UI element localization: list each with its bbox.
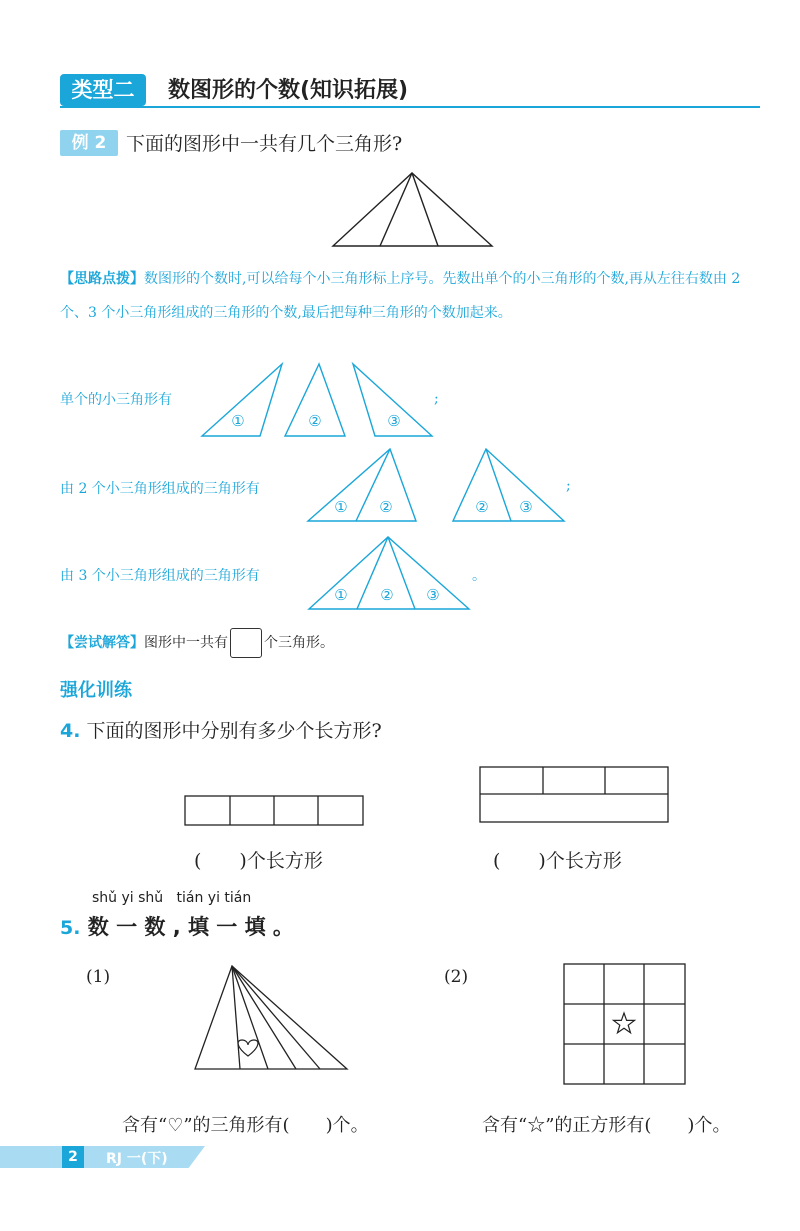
q4-rect-figure-2 bbox=[479, 766, 671, 824]
page-number: 2 bbox=[62, 1146, 84, 1168]
q5-question bbox=[60, 911, 294, 941]
book-label: RJ 一(下) bbox=[106, 1151, 168, 1167]
hint-label: 【思路点拨】 bbox=[60, 271, 144, 287]
heart-icon bbox=[238, 1040, 258, 1056]
q4-number: 4. bbox=[60, 720, 81, 742]
single-triangles bbox=[200, 360, 440, 440]
circled-2: ② bbox=[380, 586, 394, 604]
example-question: 下面的图形中一共有几个三角形? bbox=[126, 133, 403, 155]
answer-box[interactable] bbox=[230, 628, 262, 658]
q5-pinyin: shǔ yi shǔ tián yi tián bbox=[92, 890, 252, 906]
q5-number: 5. bbox=[60, 917, 81, 939]
circled-1: ① bbox=[334, 498, 348, 516]
q5-fan-triangle bbox=[192, 962, 352, 1072]
example-triangle-figure bbox=[330, 170, 496, 250]
q4-rect-figure-1 bbox=[184, 795, 366, 827]
q5-answer-1[interactable]: 含有“♡”的三角形有( )个。 bbox=[122, 1115, 369, 1136]
circled-1: ① bbox=[231, 412, 245, 430]
star-icon bbox=[614, 1013, 635, 1033]
row-double-label: 由 2 个小三角形组成的三角形有 bbox=[60, 481, 260, 497]
q4-text: 下面的图形中分别有多少个长方形? bbox=[86, 720, 382, 742]
hint-text: 数图形的个数时,可以给每个小三角形标上序号。先数出单个的小三角形的个数,再从左往右数由 2 个、3 个小三角形组成的三角形的个数,最后把每种三角形的个数加起来。 bbox=[60, 271, 741, 321]
footer-bar bbox=[0, 1146, 205, 1168]
q5-part-1-label: (1) bbox=[86, 967, 111, 987]
circled-3: ③ bbox=[387, 412, 401, 430]
triple-triangle bbox=[306, 534, 474, 614]
q4-question bbox=[60, 716, 382, 743]
try-answer bbox=[60, 628, 334, 658]
section-badge: 类型二 bbox=[60, 74, 146, 106]
q5-answer-2[interactable]: 含有“☆”的正方形有( )个。 bbox=[482, 1115, 731, 1136]
q4-answer-2[interactable]: ( )个长方形 bbox=[493, 850, 622, 872]
circled-2: ② bbox=[379, 498, 393, 516]
example-badge: 例 2 bbox=[60, 130, 118, 156]
section-title: 数图形的个数(知识拓展) bbox=[168, 78, 409, 103]
circled-1: ① bbox=[334, 586, 348, 604]
training-title: 强化训练 bbox=[60, 680, 132, 701]
circled-3: ③ bbox=[519, 498, 533, 516]
circled-2: ② bbox=[308, 412, 322, 430]
row-single-end: ; bbox=[434, 391, 439, 407]
row-double-end: ; bbox=[566, 478, 571, 494]
try-before: 图形中一共有 bbox=[144, 635, 228, 651]
try-label: 【尝试解答】 bbox=[60, 635, 144, 651]
circled-3: ③ bbox=[426, 586, 440, 604]
q5-grid-3x3 bbox=[562, 962, 688, 1086]
row-triple-end: 。 bbox=[472, 568, 486, 584]
circled-2: ② bbox=[475, 498, 489, 516]
q5-part-2-label: (2) bbox=[444, 967, 469, 987]
row-triple-label: 由 3 个小三角形组成的三角形有 bbox=[60, 568, 260, 584]
row-single-label: 单个的小三角形有 bbox=[60, 392, 172, 408]
try-after: 个三角形。 bbox=[264, 635, 334, 651]
hint-paragraph bbox=[60, 262, 770, 330]
q5-text: 数 一 数 , 填 一 填 。 bbox=[87, 915, 294, 939]
double-triangles bbox=[306, 446, 568, 526]
q4-answer-1[interactable]: ( )个长方形 bbox=[194, 850, 323, 872]
section-underline bbox=[60, 106, 760, 108]
